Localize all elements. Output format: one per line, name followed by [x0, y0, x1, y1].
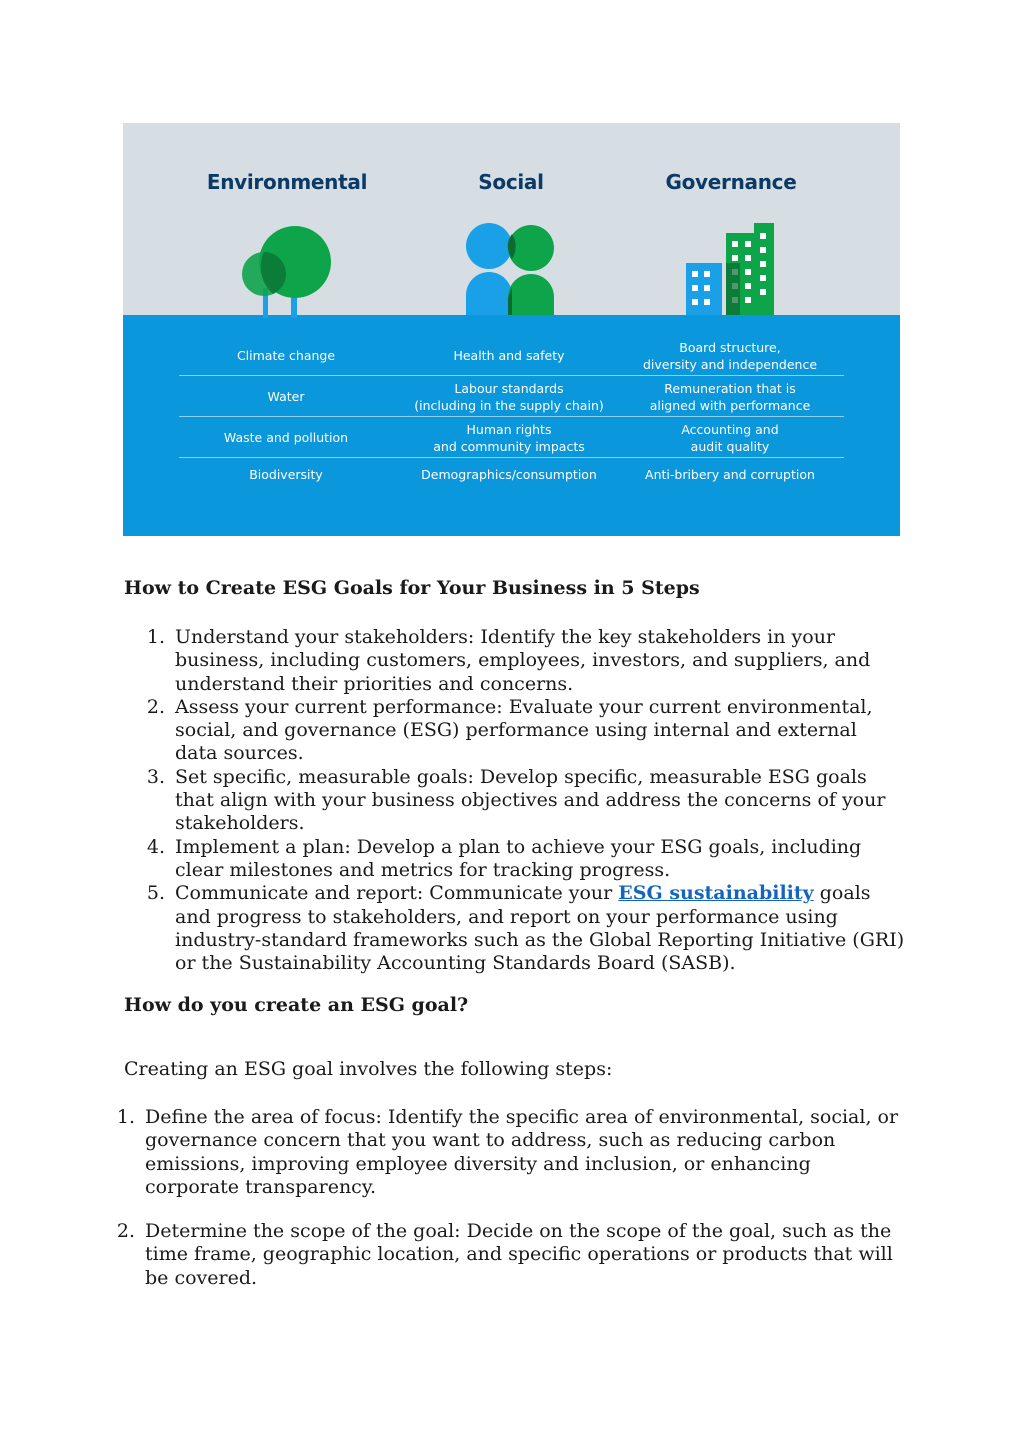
list-number: 1. [146, 626, 165, 648]
list-item-text: Assess your current performance: Evaluate your current environmental, social, and governance (ESG) performance using internal and external data sources. [175, 695, 873, 765]
env-row-3: Waste and pollution [223, 430, 349, 445]
governance-title: Governance [665, 170, 797, 194]
list-item [146, 765, 905, 836]
esg-infographic [123, 123, 900, 536]
section1-heading: How to Create ESG Goals for Your Business in 5 Steps [124, 577, 700, 599]
row-divider [179, 457, 844, 458]
list-item-text: Set specific, measurable goals: Develop specific, measurable ESG goals that align with your business objectives and address the concerns of your stakeholders. [175, 765, 886, 835]
gov-row-3: Accounting and audit quality [681, 422, 779, 454]
env-row-1: Climate change [236, 348, 336, 363]
list-item-text: Implement a plan: Develop a plan to achieve your ESG goals, including clear milestones and metrics for tracking progress. [175, 835, 862, 881]
list-item-text-after: goals and progress to stakeholders, and report on your performance using industry-standard frameworks such as the Global Reporting Initiative (GRI) or the Sustainability Accounting Standards Board (SASB). [175, 882, 905, 975]
list-number: 4. [146, 835, 165, 858]
section2-intro: Creating an ESG goal involves the following steps: [124, 1058, 613, 1080]
tree-icon [242, 226, 331, 318]
people-icon [466, 223, 554, 315]
social-title: Social [478, 170, 544, 194]
esg-sustainability-link[interactable]: ESG sustainability [618, 882, 814, 905]
gov-row-1: Board structure, diversity and independence [642, 340, 818, 372]
list-item [146, 882, 905, 975]
pillar-illustrations [123, 123, 900, 323]
soc-row-1: Health and safety [453, 348, 565, 363]
list-number: 2. [116, 1220, 135, 1243]
building-icon [686, 223, 774, 315]
list-number: 2. [146, 695, 165, 718]
section2-steps [116, 1106, 905, 1290]
section2-heading: How do you create an ESG goal? [124, 994, 469, 1016]
env-row-2: Water [267, 389, 305, 404]
list-number: 5. [146, 882, 165, 905]
list-item [146, 835, 905, 883]
list-number: 3. [146, 765, 165, 788]
environmental-title: Environmental [206, 170, 368, 194]
row-divider [179, 375, 844, 376]
list-item-text-before: Communicate and report: Communicate your [175, 882, 619, 905]
list-item [146, 695, 905, 766]
list-number: 1. [116, 1106, 135, 1128]
list-item [116, 1220, 905, 1290]
list-item-text: Understand your stakeholders: Identify the key stakeholders in your business, including customers, employees, investors, and suppliers, and understand their priorities and concerns. [175, 626, 871, 695]
list-item-text: Determine the scope of the goal: Decide on the scope of the goal, such as the time frame, geographic location, and specific operations or products that will be covered. [145, 1220, 893, 1289]
gov-row-2: Remuneration that is aligned with performance [649, 381, 811, 413]
section1-steps [146, 626, 905, 975]
list-item [116, 1106, 905, 1199]
row-divider [179, 416, 844, 417]
list-item-text: Define the area of focus: Identify the specific area of environmental, social, or governance concern that you want to address, such as reducing carbon emissions, improving employee diversity and inclusion, or enhancing corporate transparency. [145, 1106, 899, 1198]
soc-row-2: Labour standards (including in the supply chain) [414, 381, 604, 413]
soc-row-3: Human rights and community impacts [433, 422, 585, 454]
env-row-4: Biodiversity [249, 467, 323, 482]
gov-row-4: Anti-bribery and corruption [645, 467, 815, 482]
soc-row-4: Demographics/consumption [421, 467, 597, 482]
list-item [146, 626, 905, 696]
